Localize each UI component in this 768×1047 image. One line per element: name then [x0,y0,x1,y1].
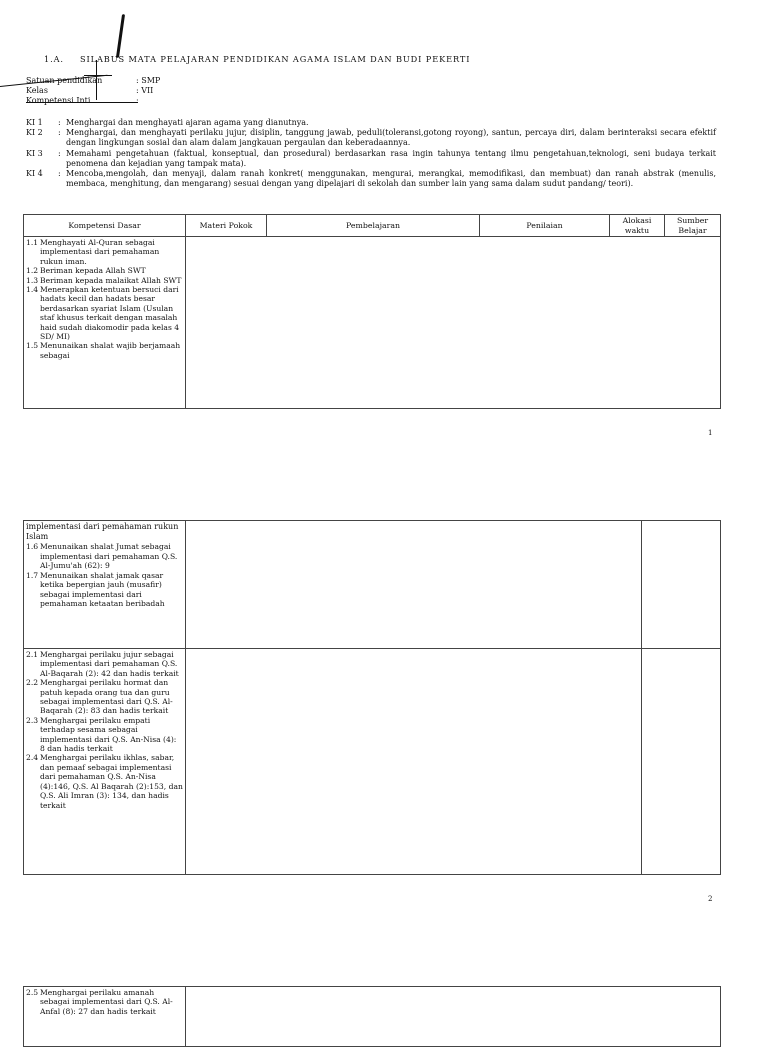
content-cell [642,649,721,875]
identity-block [26,76,160,106]
kd-item: 2.4 Menghargai perilaku ikhlas, sabar, dan pemaaf sebagai implementasi dari pemahaman Q.S. An-Nisa (4):146, Q.S. Al Baqarah (2):153, dan Q.S. Ali Imran (3): 134, dan hadis terkait [26,753,183,810]
kd-list [26,542,183,608]
kd-continuation: implementasi dari pemahaman rukun Islam [26,522,179,542]
content-cell [642,521,721,649]
kd-item: 1.7 Menunaikan shalat jamak qasar ketika bepergian jauh (musafir) sebagai implementasi dari pemahaman ketaatan beribadah [26,570,165,608]
header-sumber-belajar: Sumber Belajar [665,215,721,237]
info-label: Kompetensi Inti [26,96,91,105]
ki-code: KI 1 [26,118,43,127]
ki-item: KI 1 : Menghargai dan menghayati ajaran agama yang dianutnya. [26,118,716,128]
ki-code: KI 3 [26,148,43,158]
kd-cell [24,237,186,409]
ki-text: Menghargai dan menghayati ajaran agama yang dianutnya. [66,118,309,127]
ki-text: Mencoba,mengolah, dan menyaji, dalam ranah konkret( menggunakan, mengurai, merangkai, memodifikasi, dan membuat) dan ranah abstrak (menulis, membaca, menghitung, dan mengarang) sesuai dengan yang dipelajari di sekolah dan sumber lain yang sama dalam sudut pandang/ teori). [66,169,716,189]
kd-item: 1.6 Menunaikan shalat Jumat sebagai implementasi dari pemahaman Q.S. Al-Jumu'ah (62): 9 [26,542,178,571]
kd-list [26,650,183,810]
header-materi-pokok: Materi Pokok [186,215,267,237]
ki-text: Memahami pengetahuan (faktual, konseptual, dan prosedural) berdasarkan rasa ingin tahunya tentang ilmu pengetahuan,teknologi, seni budaya terkait penomena dan kejadian yang tampak mata). [66,148,716,168]
title-text: SILABUS MATA PELAJARAN PENDIDIKAN AGAMA ISLAM DAN BUDI PEKERTI [80,54,471,64]
kd-item: 2.5 Menghargai perilaku amanah sebagai implementasi dari Q.S. Al-Anfal (8): 27 dan hadis terkait [26,988,173,1016]
ki-item: KI 3 : Memahami pengetahuan (faktual, konseptual, dan prosedural) berdasarkan rasa ingin tahunya tentang ilmu pengetahuan,teknologi, seni budaya terkait penomena dan kejadian yang tampak mata). [26,148,716,168]
kd-list [26,238,183,360]
kd-item: 2.1 Menghargai perilaku jujur sebagai implementasi dari pemahaman Q.S. Al-Baqarah (2): 42 dan hadis terkait [26,650,179,678]
syllabus-table-page-2 [23,520,721,875]
content-cell [186,987,721,1047]
kd-item: 1.3 Beriman kepada malaikat Allah SWT [26,275,182,285]
ki-code: KI 4 [26,169,43,179]
info-value: : [136,96,139,105]
content-cell [186,237,721,409]
ki-item: KI 2 : Menghargai, dan menghayati perilaku jujur, disiplin, tanggung jawab, peduli(toleransi,gotong royong), santun, percaya diri, dalam berinteraksi secara efektif dengan lingkungan sosial dan alam dalam jangkauan pergaulan dan keberadaannya. [26,128,716,148]
ki-item: KI 4 : Mencoba,mengolah, dan menyaji, dalam ranah konkret( menggunakan, mengurai, merangkai, memodifikasi, dan membuat) dan ranah abstrak (menulis, membaca, menghitung, dan mengarang) sesuai dengan yang dipelajari di sekolah dan sumber lain yang sama dalam sudut pandang/ teori). [26,169,716,189]
kd-cell [24,649,186,875]
info-value: : VII [136,86,154,95]
kd-item: 2.2 Menghargai perilaku hormat dan patuh kepada orang tua dan guru sebagai implementasi dari Q.S. Al-Baqarah (2): 83 dan hadis terkait [26,678,173,716]
page-number: 1 [708,429,713,437]
header-penilaian: Penilaian [480,215,610,237]
info-label: Satuan pendidikan [26,76,103,85]
page-number: 2 [708,895,713,903]
syllabus-table-page-1 [23,214,721,409]
kd-cell [24,987,186,1047]
kd-cell [24,521,186,649]
kd-item: 1.2 Beriman kepada Allah SWT [26,266,146,276]
info-value: : SMP [136,76,161,85]
kd-item: 1.1 Menghayati Al-Quran sebagai implementasi dari pemahaman rukun iman. [26,238,160,266]
ki-code: KI 2 [26,128,43,138]
info-row [26,86,160,96]
syllabus-table-page-3 [23,986,721,1047]
ki-text: Menghargai, dan menghayati perilaku jujur, disiplin, tanggung jawab, peduli(toleransi,gotong royong), santun, percaya diri, dalam berinteraksi secara efektif dengan lingkungan sosial dan alam dalam jangkauan pergaulan dan keberadaannya. [66,128,716,148]
kd-item: 1.4 Menerapkan ketentuan bersuci dari hadats kecil dan hadats besar berdasarkan syariat Islam (Usulan staf khusus terkait dengan masalah haid sudah diakomodir pada kelas 4 SD/ MI) [26,285,180,342]
pen-mark-stroke [116,14,125,58]
title-number: 1.A. [44,54,64,64]
info-row [26,76,160,86]
kompetensi-inti-list [26,118,716,190]
content-cell [186,649,642,875]
document-title [44,54,470,65]
header-alokasi-waktu: Alokasi waktu [610,215,665,237]
kd-item: 2.3 Menghargai perilaku empati terhadap sesama sebagai implementasi dari Q.S. An-Nisa (4): 8 dan hadis terkait [26,715,177,754]
kd-item: 1.5 Menunaikan shalat wajib berjamaah sebagai [26,341,181,360]
info-row [26,96,160,106]
header-pembelajaran: Pembelajaran [267,215,480,237]
content-cell [186,521,642,649]
kd-list [26,988,183,1016]
header-kompetensi-dasar: Kompetensi Dasar [24,215,186,237]
info-label: Kelas [26,86,48,95]
